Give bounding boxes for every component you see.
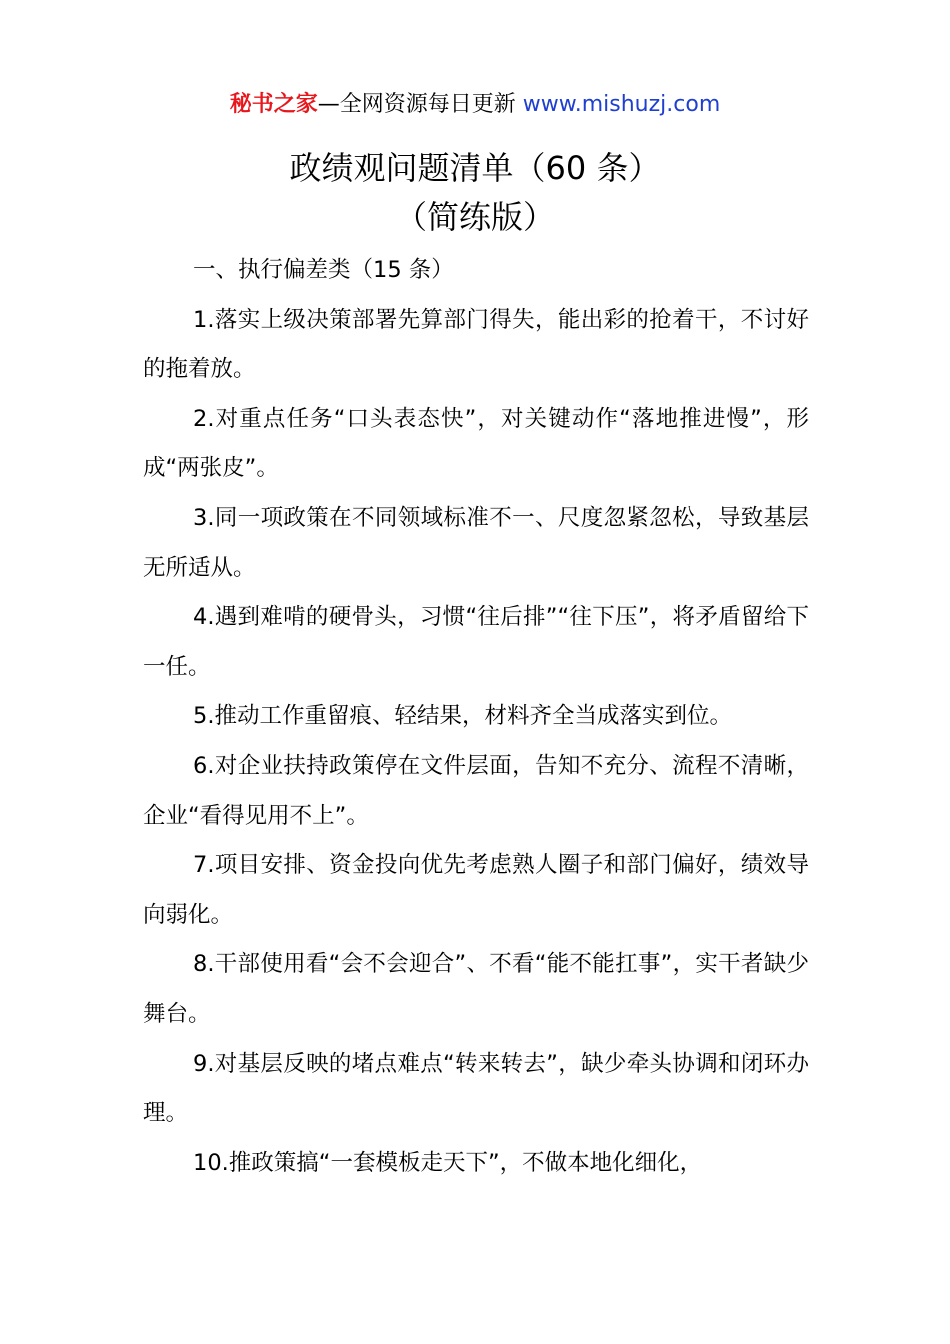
list-item: 8.干部使用看“会不会迎合”、不看“能不能扛事”，实干者缺少舞台。 xyxy=(143,951,809,1027)
list-item: 4.遇到难啃的硬骨头，习惯“往后排”“往下压”，将矛盾留给下一任。 xyxy=(143,604,809,680)
list-item: 6.对企业扶持政策停在文件层面，告知不充分、流程不清晰，企业“看得见用不上”。 xyxy=(143,752,809,829)
header-tagline: —全网资源每日更新 xyxy=(317,92,523,117)
list-item: 10.推政策搞“一套模板走天下”，不做本地化细化， xyxy=(193,1149,703,1176)
list-item: 2.对重点任务“口头表态快”，对关键动作“落地推进慢”，形成“两张皮”。 xyxy=(143,405,809,482)
list-item: 1.落实上级决策部署先算部门得失，能出彩的抢着干，不讨好的拖着放。 xyxy=(143,306,809,383)
section-heading: 一、执行偏差类（15 条） xyxy=(193,257,454,283)
list-item: 5.推动工作重留痕、轻结果，材料齐全当成落实到位。 xyxy=(193,703,732,730)
list-item: 3.同一项政策在不同领域标准不一、尺度忽紧忽松，导致基层无所适从。 xyxy=(143,504,809,581)
document-title: 政绩观问题清单（60 条） xyxy=(289,149,661,187)
site-url-link[interactable]: www.mishuzj.com xyxy=(522,92,721,117)
document-subtitle: （简练版） xyxy=(394,198,555,236)
list-item: 9.对基层反映的堵点难点“转来转去”，缺少牵头协调和闭环办理。 xyxy=(143,1050,809,1127)
document-body xyxy=(143,246,809,1188)
site-header xyxy=(0,88,950,122)
list-item: 7.项目安排、资金投向优先考虑熟人圈子和部门偏好，绩效导向弱化。 xyxy=(143,852,809,928)
brand-name: 秘书之家 xyxy=(229,92,318,117)
